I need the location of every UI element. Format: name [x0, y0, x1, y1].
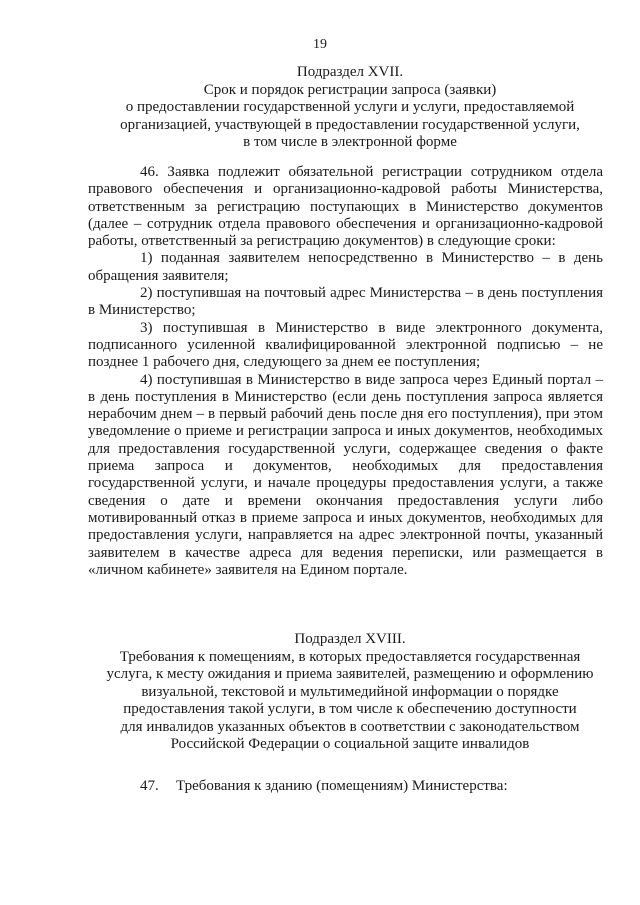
section-17-title: Подраздел XVII.	[296, 64, 404, 80]
section-17-line: организацией, участвующей в предоставлении государственной услуги,	[120, 116, 580, 133]
section-17-line: Срок и порядок регистрации запроса (заявки)	[203, 81, 497, 98]
paragraph-46-item-4: 4) поступившая в Министерство в виде запроса через Единый портал – в день поступления в Министерство (если день поступления запроса является нерабочим днем – в первый рабочий день после дня его поступления), при этом уведомление о приеме и регистрации запроса и иных документов, необходимых для предоставления государственной услуги, содержащее сведения о факте приема запроса и документов, необходимых для предоставления государственной услуги, и начале процедуры предоставления услуги, а также сведения о дате и времени окончания предоставления услуги либо мотивированный отказ в приеме запроса и иных документов, необходимых для предоставления услуги, направляется на адрес электронной почты, указанный заявителем в качестве адреса для ведения переписки, или размещается в «личном кабинете» заявителя на Едином портале.	[88, 371, 603, 578]
section-18-line: предоставления такой услуги, в том числе к обеспечению доступности	[123, 701, 577, 717]
paragraph-47	[140, 777, 610, 795]
section-18-line: Требования к помещениям, в которых предоставляется государственная	[119, 648, 581, 665]
page-number: 19	[313, 37, 327, 52]
paragraph-47-text: Требования к зданию (помещениям) Министерства:	[176, 778, 508, 794]
paragraph-46-intro: 46. Заявка подлежит обязательной регистрации сотрудником отдела правового обеспечения и организационно-кадровой работы Министерства, ответственным за регистрацию поступающих в Министерство документов (далее – сотрудник отдела правового обеспечения и организационно-кадровой работы, ответственный за регистрацию документов) в следующие сроки:	[88, 164, 603, 250]
section-18-line: визуальной, текстовой и мультимедийной информации о порядке	[141, 683, 559, 700]
section-18-line: Российской Федерации о социальной защите инвалидов	[170, 736, 530, 752]
section-17-line: о предоставлении государственной услуги и услуги, предоставляемой	[125, 99, 575, 115]
paragraph-47-number: 47.	[140, 778, 159, 794]
section-18-title: Подраздел XVIII.	[294, 631, 406, 647]
paragraph-46-item-2: 2) поступившая на почтовый адрес Министерства – в день поступления в Министерство;	[88, 285, 603, 319]
section-17-line: в том числе в электронной форме	[243, 134, 457, 150]
section-18-line: для инвалидов указанных объектов в соответствии с законодательством	[120, 718, 580, 735]
section-18-heading	[100, 631, 600, 754]
paragraph-46	[88, 164, 603, 579]
section-17-heading	[100, 64, 600, 152]
section-18-line: услуга, к месту ожидания и приема заявителей, размещению и оформлению	[106, 666, 594, 682]
paragraph-46-item-3: 3) поступившая в Министерство в виде электронного документа, подписанного усиленной квалифицированной электронной подписью – не позднее 1 рабочего дня, следующего за днем ее поступления;	[88, 319, 603, 371]
paragraph-46-item-1: 1) поданная заявителем непосредственно в Министерство – в день обращения заявителя;	[88, 250, 603, 284]
